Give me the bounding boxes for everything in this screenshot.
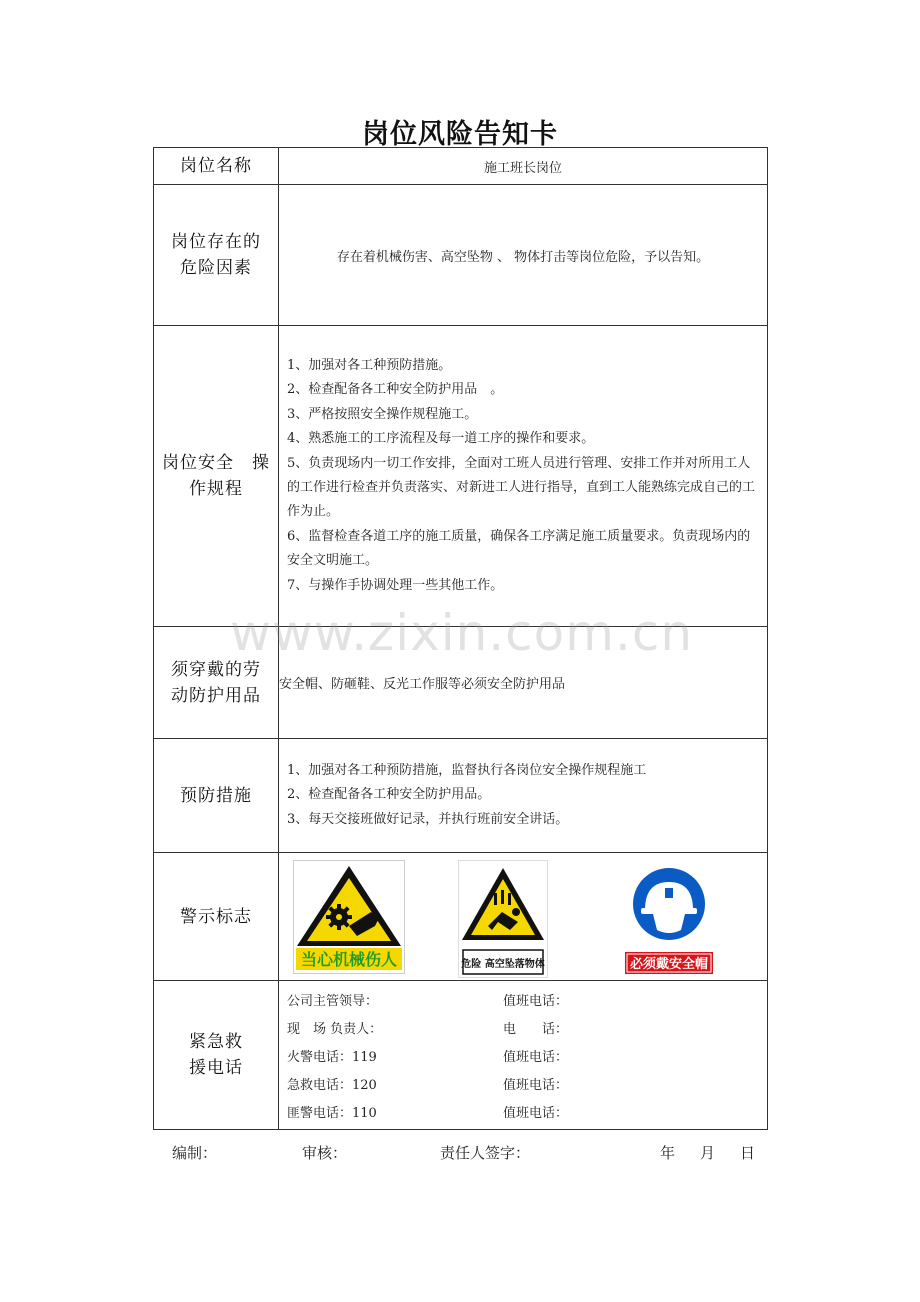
emergency-label-line1: 紧急救 xyxy=(189,1032,243,1052)
emergency-entry xyxy=(287,985,767,1013)
row-post-name xyxy=(154,148,768,185)
signature-footer xyxy=(0,1142,920,1166)
emergency-label-line2: 援电话 xyxy=(189,1058,243,1078)
list-item: 2、检查配备各工种安全防护用品。 xyxy=(287,787,491,803)
post-name-label: 岗位名称 xyxy=(154,148,279,185)
month-label: 月 xyxy=(700,1144,716,1162)
gear-icon xyxy=(326,904,352,930)
list-item: 3、严格按照安全操作规程施工。 xyxy=(287,406,478,422)
helmet-mandatory-sign xyxy=(623,864,723,976)
warning-signs xyxy=(279,854,767,980)
helmet-sign-text: 必须戴安全帽 xyxy=(629,956,709,972)
list-item: 4、熟悉施工的工序流程及每一道工序的操作和要求。 xyxy=(287,431,595,447)
page-title: 岗位风险告知卡 xyxy=(362,119,558,150)
procedures-content xyxy=(279,326,768,627)
emergency-list xyxy=(279,981,767,1129)
emergency-entry xyxy=(287,1041,767,1069)
list-item: 1、加强对各工种预防措施，监督执行各岗位安全操作规程施工 xyxy=(287,762,647,778)
post-name-value: 施工班长岗位 xyxy=(279,148,768,185)
signature-label: 责任人签字： xyxy=(440,1144,531,1162)
procedures-label-line2: 作规程 xyxy=(189,479,243,499)
emergency-content xyxy=(279,981,768,1130)
emergency-entry-right: 电 话： xyxy=(503,1021,569,1037)
watermark: www.zixin.com.cn xyxy=(230,604,694,662)
hazards-label xyxy=(154,185,279,326)
reviewed-by-label: 审核： xyxy=(302,1144,348,1162)
emergency-entry xyxy=(287,1069,767,1097)
emergency-entry xyxy=(287,1097,767,1125)
emergency-entry-left: 匪警电话：110 xyxy=(287,1105,377,1121)
machinery-sign-text: 当心机械伤人 xyxy=(300,949,398,969)
row-procedures xyxy=(154,326,768,627)
ppe-label xyxy=(154,627,279,739)
row-signs xyxy=(154,853,768,981)
list-item: 3、每天交接班做好记录，并执行班前安全讲话。 xyxy=(287,811,569,827)
row-prevention xyxy=(154,739,768,853)
day-label: 日 xyxy=(740,1144,756,1162)
emergency-entry-right: 值班电话： xyxy=(503,1049,569,1065)
procedures-list xyxy=(279,354,767,598)
signs-label: 警示标志 xyxy=(154,853,279,981)
emergency-entry xyxy=(287,1013,767,1041)
falling-objects-sign-text: 危险 高空坠落物体 xyxy=(461,958,545,970)
list-item: 6、监督检查各道工序的施工质量，确保各工序满足施工质量要求。负责现场内的安全文明施工。 xyxy=(287,528,751,569)
ppe-value: 安全帽、防砸鞋、反光工作服等必须安全防护用品 xyxy=(279,627,768,739)
procedures-label xyxy=(154,326,279,627)
prevention-list xyxy=(279,759,767,832)
hazards-label-line2: 危险因素 xyxy=(180,258,252,278)
hazards-value: 存在着机械伤害、高空坠物 、 物体打击等岗位危险，予以告知。 xyxy=(279,185,768,326)
hazards-label-line1: 岗位存在的 xyxy=(171,232,261,252)
list-item: 5、负责现场内一切工作安排，全面对工班人员进行管理、安排工作并对所用工人的工作进行检查并负责落实、对新进工人进行指导，直到工人能熟练完成自己的工作为止。 xyxy=(287,455,756,520)
emergency-entry-left: 公司主管领导： xyxy=(287,993,379,1009)
emergency-entry-left: 现 场 负责人： xyxy=(287,1021,383,1037)
emergency-label xyxy=(154,981,279,1130)
signs-content xyxy=(279,853,768,981)
falling-objects-warning-sign xyxy=(458,860,548,978)
ppe-label-line2: 动防护用品 xyxy=(171,685,261,706)
list-item: 7、与操作手协调处理一些其他工作。 xyxy=(287,577,504,593)
emergency-entry-right: 值班电话： xyxy=(503,1077,569,1093)
procedures-label-line1: 岗位安全 操 xyxy=(162,453,270,473)
emergency-entry-right: 值班电话： xyxy=(503,993,569,1009)
row-emergency xyxy=(154,981,768,1130)
list-item: 1、加强对各工种预防措施。 xyxy=(287,357,452,373)
ppe-label-line1: 须穿戴的劳 xyxy=(171,659,261,680)
prevention-content xyxy=(279,739,768,853)
risk-card-table xyxy=(153,147,768,1130)
row-hazards xyxy=(154,185,768,326)
compiled-by-label: 编制： xyxy=(172,1144,218,1162)
machinery-warning-sign xyxy=(293,860,405,974)
row-ppe xyxy=(154,627,768,739)
list-item: 2、检查配备各工种安全防护用品 。 xyxy=(287,382,504,398)
emergency-entry-left: 火警电话：119 xyxy=(287,1049,377,1065)
emergency-entry-right: 值班电话： xyxy=(503,1105,569,1121)
year-label: 年 xyxy=(660,1144,676,1162)
emergency-entry-left: 急救电话：120 xyxy=(287,1077,377,1093)
prevention-label: 预防措施 xyxy=(154,739,279,853)
